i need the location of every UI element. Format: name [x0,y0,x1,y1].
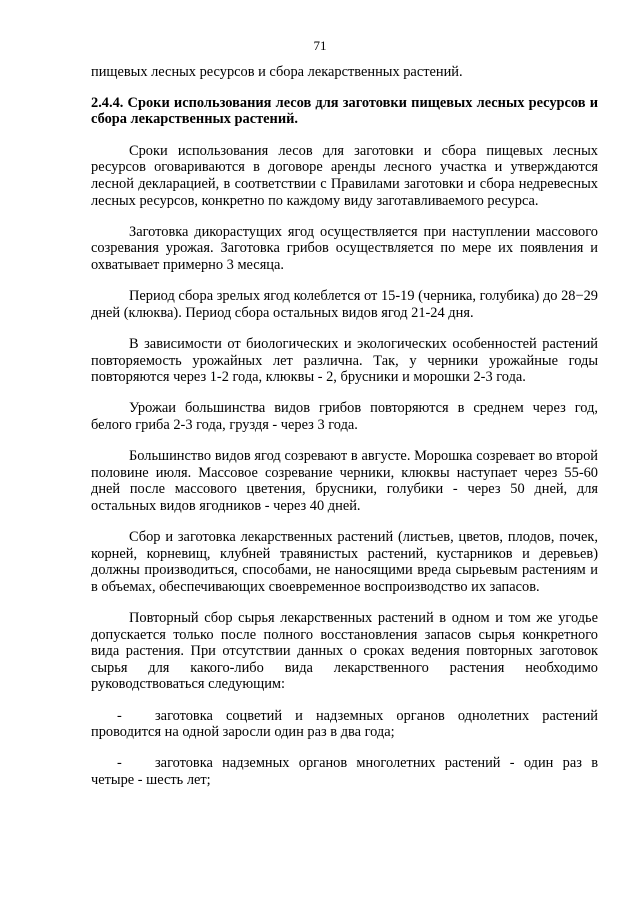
paragraph: В зависимости от биологических и экологических особенностей растений повторяемость урожайных лет различна. Так, у черники урожайные годы повторяются через 1-2 года, клюквы - 2, брусники и морошки 2-3 года. [91,335,598,386]
paragraph: Повторный сбор сырья лекарственных растений в одном и том же угодье допускается только после полного восстановления запасов сырья конкретного вида растения. При отсутствии данных о сроках ведения повторных заготовок сырья для какого-либо вида лекарственного растения необходимо руководствоваться следующим: [91,610,598,693]
paragraph: Сбор и заготовка лекарственных растений (листьев, цветов, плодов, почек, корней, корневищ, клубней травянистых растений, кустарников и деревьев) должны производиться, способами, не наносящими вреда сырьевым растениям и в объемах, обеспечивающих своевременное воспроизводство их запасов. [91,529,598,595]
page-number: 71 [313,38,327,53]
list-item [91,708,598,741]
paragraph: Заготовка дикорастущих ягод осуществляется при наступлении массового созревания урожая. Заготовка грибов осуществляется по мере их появления и охватывает примерно 3 месяца. [91,223,598,273]
list-marker: - [117,707,122,724]
paragraph: Сроки использования лесов для заготовки и сбора пищевых лесных ресурсов оговариваются в договоре аренды лесного участка и утверждаются лесной декларацией, в соответствии с Правилами заготовки и сбора недревесных лесных ресурсов, конкретно по каждому виду заготавливаемого ресурса. [91,142,598,209]
paragraph: Урожаи большинства видов грибов повторяются в среднем через год, белого гриба 2-3 года, груздя - через 3 года. [91,400,598,433]
section-heading: 2.4.4. Сроки использования лесов для заготовки пищевых лесных ресурсов и сбора лекарственных растений. [91,94,598,128]
continuation-text: пищевых лесных ресурсов и сбора лекарственных растений. [91,64,463,80]
list-item-text: заготовка надземных органов многолетних растений - один раз в четыре - шесть лет; [91,755,598,788]
list-item [91,755,598,788]
list-item-text: заготовка соцветий и надземных органов однолетних растений проводится на одной заросли один раз в два года; [91,707,598,741]
page-content [91,64,598,803]
list-marker: - [117,755,122,772]
paragraph: Период сбора зрелых ягод колеблется от 15-19 (черника, голубика) до 28−29 дней (клюква). Период сбора остальных видов ягод 21-24 дня. [91,288,598,321]
paragraph: Большинство видов ягод созревают в августе. Морошка созревает во второй половине июля. Массовое созревание черники, клюквы наступает через 55-60 дней после массового цветения, брусники, голубики - через 50 дней, для остальных видов ягодников - через 40 дней. [91,448,598,514]
